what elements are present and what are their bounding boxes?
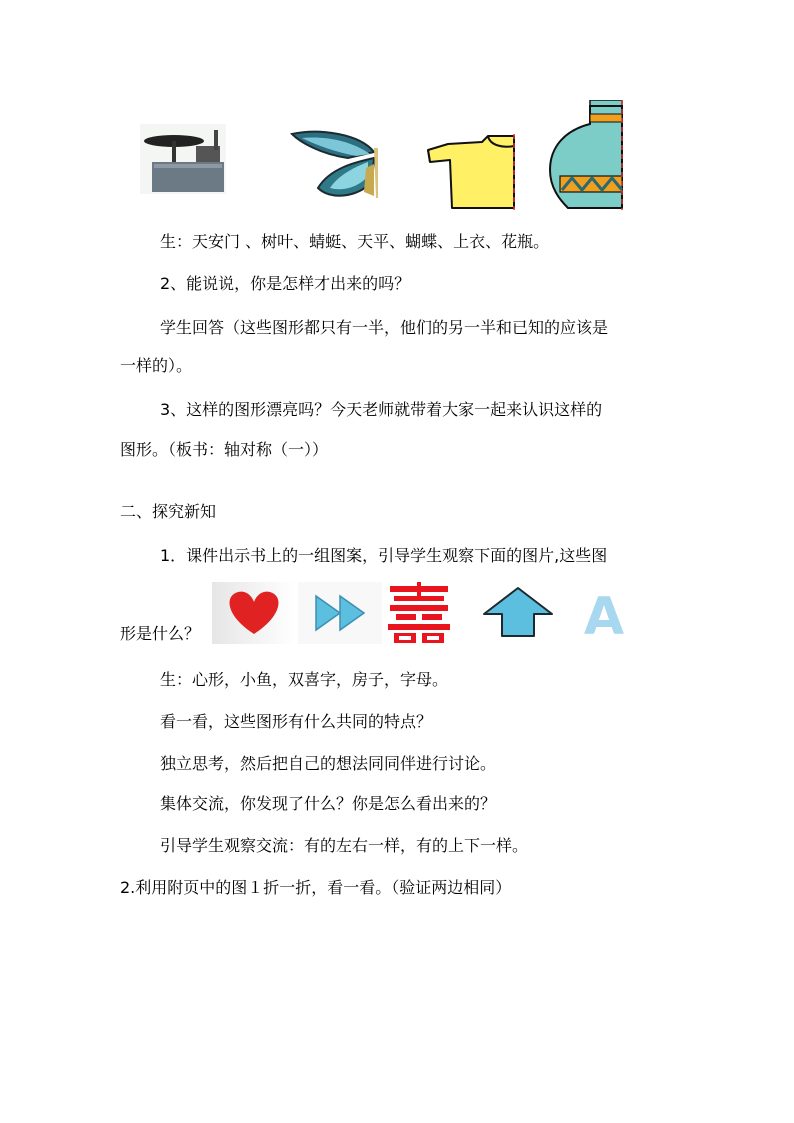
butterfly-half-image xyxy=(290,128,378,202)
paragraph-answer-1: 生：天安门 、树叶、蜻蜓、天平、蝴蝶、上衣、花瓶。 xyxy=(160,232,550,251)
paragraph-guide: 引导学生观察交流：有的左右一样，有的上下一样。 xyxy=(160,836,529,855)
paragraph-question-2: 2、能说说，你是怎样才出来的吗？ xyxy=(160,274,411,293)
vase-half-image xyxy=(546,100,626,210)
symmetric-shapes-strip xyxy=(212,582,634,644)
heart-shape-image xyxy=(212,582,296,644)
letter-a-shape-image xyxy=(574,582,634,644)
section-heading-explore: 二、探究新知 xyxy=(120,502,217,521)
letter-a-glyph: A xyxy=(583,587,625,644)
paragraph-activity-1-line1: 1．课件出示书上的一组图案，引导学生观察下面的图片,这些图 xyxy=(160,546,608,565)
paragraph-answer-shapes: 生：心形，小鱼，双喜字，房子，字母。 xyxy=(160,670,449,689)
paragraph-discuss: 集体交流，你发现了什么？你是怎么看出来的？ xyxy=(160,794,497,813)
balance-scale-image xyxy=(140,124,226,194)
paragraph-fold-activity: 2.利用附页中的图１折一折，看一看。（验证两边相同） xyxy=(120,878,512,897)
paragraph-question-3-line1: 3、这样的图形漂亮吗？今天老师就带着大家一起来认识这样的 xyxy=(160,400,603,419)
house-arrow-shape-image xyxy=(478,582,558,644)
shirt-half-image xyxy=(426,134,520,210)
paragraph-think: 独立思考，然后把自己的想法同同伴进行讨论。 xyxy=(160,754,497,773)
double-happiness-shape-image xyxy=(384,582,454,644)
paragraph-look: 看一看，这些图形有什么共同的特点？ xyxy=(160,712,433,731)
paragraph-question-3-line2: 图形。（板书：轴对称（一）） xyxy=(120,440,329,459)
paragraph-activity-1-line2: 形是什么？ xyxy=(120,624,201,643)
paragraph-student-answer-line1: 学生回答（这些图形都只有一半，他们的另一半和已知的应该是 xyxy=(160,318,609,337)
double-arrow-shape-image xyxy=(298,582,382,644)
paragraph-student-answer-line2: 一样的）。 xyxy=(120,356,193,375)
